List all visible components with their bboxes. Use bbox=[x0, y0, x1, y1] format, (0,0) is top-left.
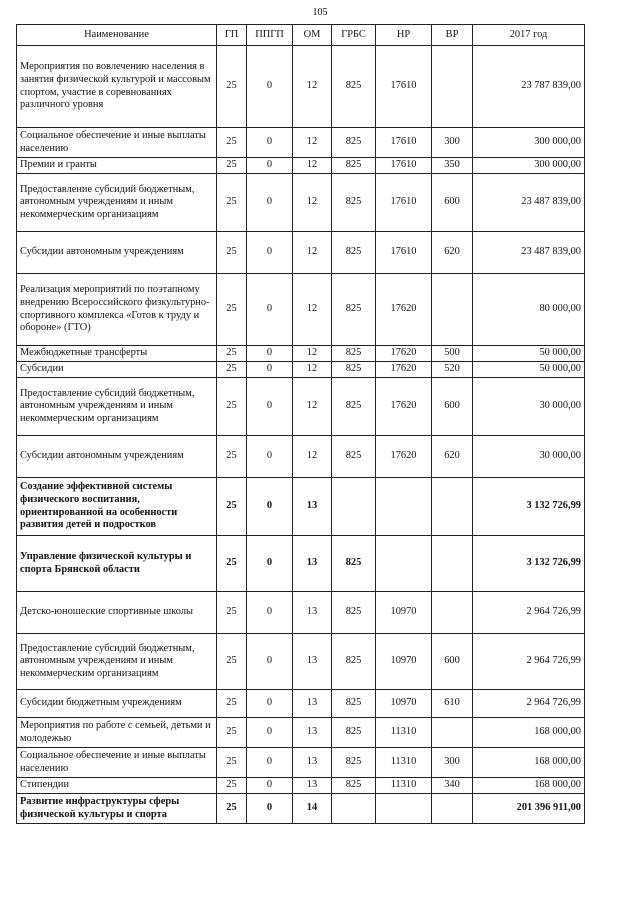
cell-ppgp: 0 bbox=[247, 690, 293, 718]
cell-name: Субсидии bbox=[17, 362, 217, 378]
cell-om: 12 bbox=[293, 46, 332, 128]
cell-nr: 17610 bbox=[376, 232, 432, 274]
cell-vr: 300 bbox=[432, 128, 473, 158]
table-row bbox=[17, 378, 585, 436]
cell-om: 13 bbox=[293, 690, 332, 718]
table-row bbox=[17, 362, 585, 378]
header-vr: ВР bbox=[432, 25, 473, 46]
cell-om: 13 bbox=[293, 748, 332, 778]
cell-amount: 2 964 726,99 bbox=[473, 690, 585, 718]
table-row bbox=[17, 436, 585, 478]
table-row bbox=[17, 346, 585, 362]
cell-ppgp: 0 bbox=[247, 128, 293, 158]
cell-vr: 340 bbox=[432, 778, 473, 794]
cell-vr: 520 bbox=[432, 362, 473, 378]
cell-gp: 25 bbox=[217, 232, 247, 274]
cell-grbs: 825 bbox=[332, 592, 376, 634]
header-gp: ГП bbox=[217, 25, 247, 46]
cell-gp: 25 bbox=[217, 128, 247, 158]
cell-ppgp: 0 bbox=[247, 158, 293, 174]
cell-name: Межбюджетные трансферты bbox=[17, 346, 217, 362]
cell-vr bbox=[432, 274, 473, 346]
cell-amount: 3 132 726,99 bbox=[473, 536, 585, 592]
cell-nr bbox=[376, 478, 432, 536]
table-row bbox=[17, 46, 585, 128]
cell-gp: 25 bbox=[217, 274, 247, 346]
cell-amount: 2 964 726,99 bbox=[473, 592, 585, 634]
header-grbs: ГРБС bbox=[332, 25, 376, 46]
cell-name: Социальное обеспечение и иные выплаты населению bbox=[17, 128, 217, 158]
cell-grbs: 825 bbox=[332, 128, 376, 158]
cell-nr: 11310 bbox=[376, 778, 432, 794]
cell-ppgp: 0 bbox=[247, 718, 293, 748]
cell-amount: 3 132 726,99 bbox=[473, 478, 585, 536]
cell-name: Социальное обеспечение и иные выплаты населению bbox=[17, 748, 217, 778]
cell-grbs: 825 bbox=[332, 362, 376, 378]
cell-amount: 80 000,00 bbox=[473, 274, 585, 346]
cell-om: 13 bbox=[293, 536, 332, 592]
cell-gp: 25 bbox=[217, 158, 247, 174]
budget-table bbox=[16, 24, 585, 824]
cell-vr: 600 bbox=[432, 634, 473, 690]
cell-gp: 25 bbox=[217, 46, 247, 128]
cell-ppgp: 0 bbox=[247, 378, 293, 436]
cell-nr: 17610 bbox=[376, 46, 432, 128]
cell-vr: 350 bbox=[432, 158, 473, 174]
cell-amount: 23 487 839,00 bbox=[473, 174, 585, 232]
cell-nr: 10970 bbox=[376, 690, 432, 718]
cell-grbs: 825 bbox=[332, 718, 376, 748]
cell-vr bbox=[432, 794, 473, 824]
cell-ppgp: 0 bbox=[247, 478, 293, 536]
header-om: ОМ bbox=[293, 25, 332, 46]
cell-nr: 17620 bbox=[376, 378, 432, 436]
cell-ppgp: 0 bbox=[247, 362, 293, 378]
cell-vr: 620 bbox=[432, 436, 473, 478]
cell-nr: 11310 bbox=[376, 718, 432, 748]
cell-gp: 25 bbox=[217, 634, 247, 690]
cell-ppgp: 0 bbox=[247, 536, 293, 592]
cell-name: Мероприятия по работе с семьей, детьми и молодежью bbox=[17, 718, 217, 748]
table-row bbox=[17, 718, 585, 748]
cell-vr bbox=[432, 718, 473, 748]
cell-amount: 168 000,00 bbox=[473, 718, 585, 748]
header-amount: 2017 год bbox=[473, 25, 585, 46]
cell-vr: 300 bbox=[432, 748, 473, 778]
cell-amount: 300 000,00 bbox=[473, 158, 585, 174]
cell-gp: 25 bbox=[217, 346, 247, 362]
cell-vr: 620 bbox=[432, 232, 473, 274]
table-body bbox=[17, 46, 585, 824]
table-row bbox=[17, 232, 585, 274]
cell-grbs: 825 bbox=[332, 778, 376, 794]
cell-nr: 17620 bbox=[376, 346, 432, 362]
table-row bbox=[17, 690, 585, 718]
cell-amount: 50 000,00 bbox=[473, 346, 585, 362]
cell-amount: 23 787 839,00 bbox=[473, 46, 585, 128]
cell-grbs bbox=[332, 478, 376, 536]
cell-ppgp: 0 bbox=[247, 436, 293, 478]
cell-amount: 50 000,00 bbox=[473, 362, 585, 378]
cell-om: 13 bbox=[293, 478, 332, 536]
table-row bbox=[17, 478, 585, 536]
cell-gp: 25 bbox=[217, 718, 247, 748]
cell-gp: 25 bbox=[217, 436, 247, 478]
cell-nr: 11310 bbox=[376, 748, 432, 778]
cell-ppgp: 0 bbox=[247, 174, 293, 232]
cell-name: Создание эффективной системы физического воспитания, ориентированной на особенности развития детей и подростков bbox=[17, 478, 217, 536]
cell-name: Субсидии автономным учреждениям bbox=[17, 232, 217, 274]
cell-nr: 17620 bbox=[376, 436, 432, 478]
cell-nr: 10970 bbox=[376, 592, 432, 634]
cell-om: 12 bbox=[293, 232, 332, 274]
cell-nr: 10970 bbox=[376, 634, 432, 690]
cell-grbs: 825 bbox=[332, 634, 376, 690]
cell-amount: 30 000,00 bbox=[473, 378, 585, 436]
cell-ppgp: 0 bbox=[247, 232, 293, 274]
cell-nr: 17620 bbox=[376, 362, 432, 378]
cell-name: Стипендии bbox=[17, 778, 217, 794]
cell-om: 12 bbox=[293, 128, 332, 158]
cell-vr: 600 bbox=[432, 378, 473, 436]
cell-gp: 25 bbox=[217, 536, 247, 592]
header-name: Наименование bbox=[17, 25, 217, 46]
table-row bbox=[17, 634, 585, 690]
cell-ppgp: 0 bbox=[247, 778, 293, 794]
cell-om: 12 bbox=[293, 362, 332, 378]
cell-ppgp: 0 bbox=[247, 274, 293, 346]
cell-amount: 168 000,00 bbox=[473, 748, 585, 778]
cell-gp: 25 bbox=[217, 690, 247, 718]
cell-grbs: 825 bbox=[332, 436, 376, 478]
cell-name: Предоставление субсидий бюджетным, автономным учреждениям и иным некоммерческим организациям bbox=[17, 634, 217, 690]
cell-name: Субсидии бюджетным учреждениям bbox=[17, 690, 217, 718]
cell-grbs: 825 bbox=[332, 274, 376, 346]
header-row bbox=[17, 25, 585, 46]
header-nr: НР bbox=[376, 25, 432, 46]
cell-gp: 25 bbox=[217, 794, 247, 824]
cell-ppgp: 0 bbox=[247, 634, 293, 690]
cell-vr bbox=[432, 478, 473, 536]
table-row bbox=[17, 128, 585, 158]
cell-vr bbox=[432, 592, 473, 634]
cell-ppgp: 0 bbox=[247, 346, 293, 362]
cell-om: 12 bbox=[293, 378, 332, 436]
cell-om: 14 bbox=[293, 794, 332, 824]
cell-name: Развитие инфраструктуры сферы физической культуры и спорта bbox=[17, 794, 217, 824]
cell-gp: 25 bbox=[217, 748, 247, 778]
cell-nr bbox=[376, 794, 432, 824]
cell-gp: 25 bbox=[217, 174, 247, 232]
cell-om: 12 bbox=[293, 436, 332, 478]
cell-name: Предоставление субсидий бюджетным, автономным учреждениям и иным некоммерческим организациям bbox=[17, 174, 217, 232]
header-ppgp: ППГП bbox=[247, 25, 293, 46]
cell-om: 13 bbox=[293, 634, 332, 690]
cell-name: Предоставление субсидий бюджетным, автономным учреждениям и иным некоммерческим организациям bbox=[17, 378, 217, 436]
cell-vr: 610 bbox=[432, 690, 473, 718]
table-row bbox=[17, 778, 585, 794]
cell-grbs: 825 bbox=[332, 158, 376, 174]
cell-name: Мероприятия по вовлечению населения в занятия физической культурой и массовым спортом, участие в соревнованиях различного уровня bbox=[17, 46, 217, 128]
cell-vr: 600 bbox=[432, 174, 473, 232]
cell-ppgp: 0 bbox=[247, 794, 293, 824]
cell-amount: 2 964 726,99 bbox=[473, 634, 585, 690]
cell-name: Субсидии автономным учреждениям bbox=[17, 436, 217, 478]
cell-name: Управление физической культуры и спорта Брянской области bbox=[17, 536, 217, 592]
cell-amount: 30 000,00 bbox=[473, 436, 585, 478]
cell-gp: 25 bbox=[217, 592, 247, 634]
cell-grbs: 825 bbox=[332, 46, 376, 128]
cell-vr bbox=[432, 536, 473, 592]
cell-nr: 17610 bbox=[376, 128, 432, 158]
cell-grbs: 825 bbox=[332, 748, 376, 778]
table-row bbox=[17, 592, 585, 634]
page-number: 105 bbox=[312, 7, 328, 18]
cell-om: 13 bbox=[293, 778, 332, 794]
cell-grbs: 825 bbox=[332, 174, 376, 232]
cell-gp: 25 bbox=[217, 778, 247, 794]
cell-ppgp: 0 bbox=[247, 592, 293, 634]
cell-grbs: 825 bbox=[332, 536, 376, 592]
table-row bbox=[17, 794, 585, 824]
cell-ppgp: 0 bbox=[247, 46, 293, 128]
table-row bbox=[17, 748, 585, 778]
cell-vr: 500 bbox=[432, 346, 473, 362]
cell-grbs: 825 bbox=[332, 690, 376, 718]
cell-om: 12 bbox=[293, 174, 332, 232]
cell-grbs bbox=[332, 794, 376, 824]
cell-name: Реализация мероприятий по поэтапному внедрению Всероссийского физкультурно-спортивного комплекса «Готов к труду и обороне» (ГТО) bbox=[17, 274, 217, 346]
cell-grbs: 825 bbox=[332, 378, 376, 436]
cell-om: 13 bbox=[293, 718, 332, 748]
cell-amount: 201 396 911,00 bbox=[473, 794, 585, 824]
table-row bbox=[17, 274, 585, 346]
table-row bbox=[17, 536, 585, 592]
cell-amount: 23 487 839,00 bbox=[473, 232, 585, 274]
cell-om: 12 bbox=[293, 274, 332, 346]
cell-amount: 300 000,00 bbox=[473, 128, 585, 158]
cell-ppgp: 0 bbox=[247, 748, 293, 778]
table-row bbox=[17, 174, 585, 232]
cell-nr bbox=[376, 536, 432, 592]
cell-name: Детско-юношеские спортивные школы bbox=[17, 592, 217, 634]
cell-gp: 25 bbox=[217, 378, 247, 436]
cell-nr: 17610 bbox=[376, 158, 432, 174]
table-row bbox=[17, 158, 585, 174]
cell-om: 12 bbox=[293, 158, 332, 174]
cell-name: Премии и гранты bbox=[17, 158, 217, 174]
cell-om: 12 bbox=[293, 346, 332, 362]
cell-gp: 25 bbox=[217, 362, 247, 378]
cell-grbs: 825 bbox=[332, 232, 376, 274]
cell-om: 13 bbox=[293, 592, 332, 634]
cell-amount: 168 000,00 bbox=[473, 778, 585, 794]
cell-gp: 25 bbox=[217, 478, 247, 536]
cell-nr: 17620 bbox=[376, 274, 432, 346]
cell-vr bbox=[432, 46, 473, 128]
cell-grbs: 825 bbox=[332, 346, 376, 362]
cell-nr: 17610 bbox=[376, 174, 432, 232]
